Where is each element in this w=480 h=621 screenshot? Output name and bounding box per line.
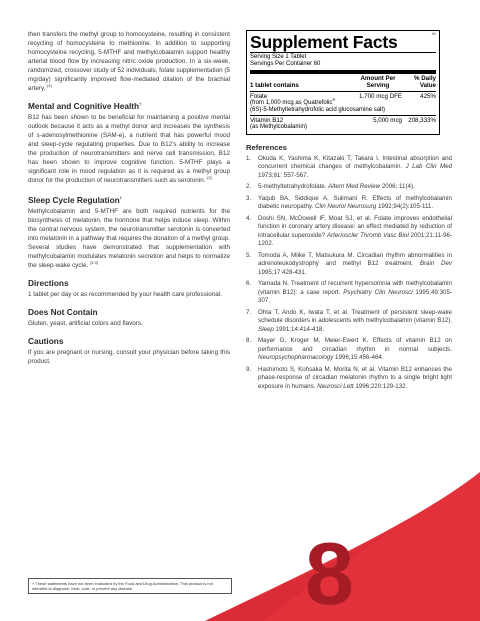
reference-text: 5-methyltetrahydrofolate. Altern Med Review 2006; 11(4). (258, 183, 415, 191)
reference-item (246, 195, 452, 212)
folate-daily-value: 425% (420, 92, 436, 100)
mental-health-text: B12 has been shown to be beneficial for maintaining a positive mental outlook because it acts as a methyl donor and increases the synthesis of s-adenosylmethionine (SAM-e), a nutrient that has powerful mood and sleep-cycle regulating properties. Due to B12’s ability to increase the production of neurotransmitters and nerve cell transmission, B12 has been shown to improve cognitive function. 5-MTHF plays a significant role in mood regulation as it is required as a methyl group donor for the production of neurotransmitters such as serotonin. [2] (28, 114, 230, 184)
reference-number: 9. (246, 365, 252, 373)
mental-health-heading: Mental and Cognitive Health† (28, 101, 142, 111)
folate-source-detail: (6S)-5-Methyltetrahydrofolic acid glucosamine salt) (250, 106, 386, 113)
reference-number: 1. (246, 154, 252, 162)
serving-size: Serving Size 1 Tablet (250, 54, 307, 60)
b12-name: Vitamin B12 (250, 116, 284, 124)
reference-number: 8. (246, 337, 252, 345)
sleep-cycle-heading: Sleep Cycle Regulation† (28, 195, 122, 205)
folate-row (250, 93, 436, 100)
reference-number: 4. (246, 214, 252, 222)
folate-amount: 1,700 mcg DFE (359, 92, 402, 100)
reference-number: 2. (246, 183, 252, 191)
reference-item (246, 366, 452, 392)
folate-source: (from 1,000 mcg as Quatrefolic® (250, 96, 336, 106)
supplement-facts-title: Supplement Facts (250, 32, 398, 52)
reference-item (246, 215, 452, 249)
right-column (246, 30, 452, 394)
reference-text: Okuda K, Yashima K, Kitazaki T, Takara I. Intestinal absorption and concurrent chemical changes of methylcobalamin. J Lab Clin Med 1973;81: 557-567. (258, 154, 452, 179)
divider (250, 52, 436, 53)
reference-journal: Altern Med Review (328, 183, 381, 191)
cautions-text: If you are pregnant or nursing, consult your physician before taking this product. (28, 349, 230, 365)
b12-source: (as Methylcobalamin) (250, 123, 308, 130)
reference-item (246, 155, 452, 181)
cautions-heading: Cautions (28, 336, 64, 346)
amount-column-header: Amount Per Serving (360, 75, 396, 89)
reference-text: Tomoda A, Miike T, Matsukura M. Circadian rhythm abnormalities in adrenoleukodystrophy and methyl B12 treatment. Brain Dev 1995;17:428-431. (258, 251, 452, 276)
references-list (246, 155, 452, 392)
reference-journal: Psychiatry Clin Neurosci (343, 288, 413, 296)
reference-journal: Sleep (258, 325, 274, 333)
directions-text: 1 tablet per day or as recommended by your health care professional. (28, 291, 222, 298)
supplement-facts-panel (246, 30, 440, 135)
reference-text: Yamada N. Treatment of recurrent hypersomnia with methylcobalamin (vitamin B12): a case report. Psychiatry Clin Neurosci 1995;49:305-307. (258, 280, 452, 305)
directions-heading: Directions (28, 278, 69, 288)
reference-number: 6. (246, 280, 252, 288)
daily-value-column-header: % Daily Value (413, 75, 436, 89)
reference-text: Mayer G, Kroger M, Meier-Ewert K. Effects of vitamin B12 on performance and circadian rhythm in normal subjects. Neuropsychopharmacology 1996;15:456-464. (258, 337, 452, 362)
reference-text: Doshi SN, McDowell IF, Moat SJ, et al. Folate improves endothelial function in coronary artery disease: an effect mediated by reduction of intracellular superoxide? Arterioscler Thromb Vasc Biol 2001;21:11-96-1202. (258, 214, 453, 248)
does-not-contain-text: Gluten, yeast, artificial colors and flavors. (28, 320, 143, 327)
b12-amount: 5,000 mcg (373, 116, 402, 124)
reference-item (246, 309, 452, 335)
servings-per-container: Servings Per Container 60 (250, 61, 321, 67)
reference-text: Yaqub BA, Siddique A, Sulimani R. Effects of methylcobalamin diabetic neuropathy. Clin Neurol Neurosurg 1992;94(2):105-111. (258, 194, 452, 211)
reference-journal: Arterioscler Thromb Vasc Biol (326, 231, 409, 239)
folate-name: Folate (250, 92, 268, 100)
reference-number: 5. (246, 251, 252, 259)
reference-text: Ohta T, Ando K, Iwata T, et al. Treatment of persistent sleep-wake schedule disorders in adolescents with methylcobalamin (vitamin B12). Sleep 1991;14:414-418. (258, 308, 452, 333)
divider (250, 115, 436, 116)
reference-journal: Neurosci Lett (317, 382, 354, 390)
facts-header-row (250, 76, 436, 90)
reference-item (246, 183, 452, 192)
reference-journal: Clin Neurol Neurosurg (315, 203, 377, 211)
left-column (28, 30, 230, 370)
references-heading: References (246, 142, 287, 152)
reference-item (246, 252, 452, 278)
does-not-contain-heading: Does Not Contain (28, 307, 98, 317)
panel-version-mark: V1 (431, 32, 436, 36)
reference-journal: Brain Dev (419, 260, 452, 268)
reference-item (246, 280, 452, 306)
divider-thick (250, 70, 436, 74)
reference-text: Hashimoto S, Kohsaka M, Morita N, et al. Vitamin B12 enhances the phase-response of circadian melatonin rhythm to a single bright light exposure in humans. Neurosci Lett 1996;220:129-132. (258, 365, 452, 390)
reference-number: 3. (246, 194, 252, 202)
b12-row (250, 117, 436, 124)
reference-number: 7. (246, 308, 252, 316)
divider (250, 91, 436, 92)
intro-paragraph: then transfers the methyl group to homocysteine, resulting in consistent recycling of homocysteine to methionine. In addition to supporting homocysteine recycling, 5-MTHF and methylcobalamin support healthy arterial blood flow by increasing nitric oxide production. In a six-week, randomized, crossover study of 52 individuals, folate supplementation (5 mg/day) significantly improved flow-mediated dilation of the brachial artery. [4] (28, 31, 230, 92)
facts-row-header: 1 tablet contains (250, 81, 299, 89)
b12-daily-value: 208,333% (408, 116, 436, 124)
reference-item (246, 337, 452, 363)
page-number: 8 (305, 524, 354, 621)
reference-journal: Neuropsychopharmacology (258, 354, 334, 362)
sleep-cycle-text: Methylcobalamin and 5-MTHF are both required nutrients for the biosynthesis of melatonin, the hormone that helps induce sleep. Within the central nervous system, the neurotransmitter serotonin is converted into melatonin in a pathway that requires the donation of a methyl group. Several studies have demonstrated that supplementation with methylcobalamin modulates melatonin secretion and helps to normalize the sleep-wake cycle. [5-9] (28, 208, 230, 269)
reference-journal: J Lab Clin Med (405, 163, 452, 171)
fda-disclaimer: † These statements have not been evaluated by the Food and Drug Administration. This product is not intended to diagnose, treat, cure, or prevent any disease. (28, 578, 232, 594)
